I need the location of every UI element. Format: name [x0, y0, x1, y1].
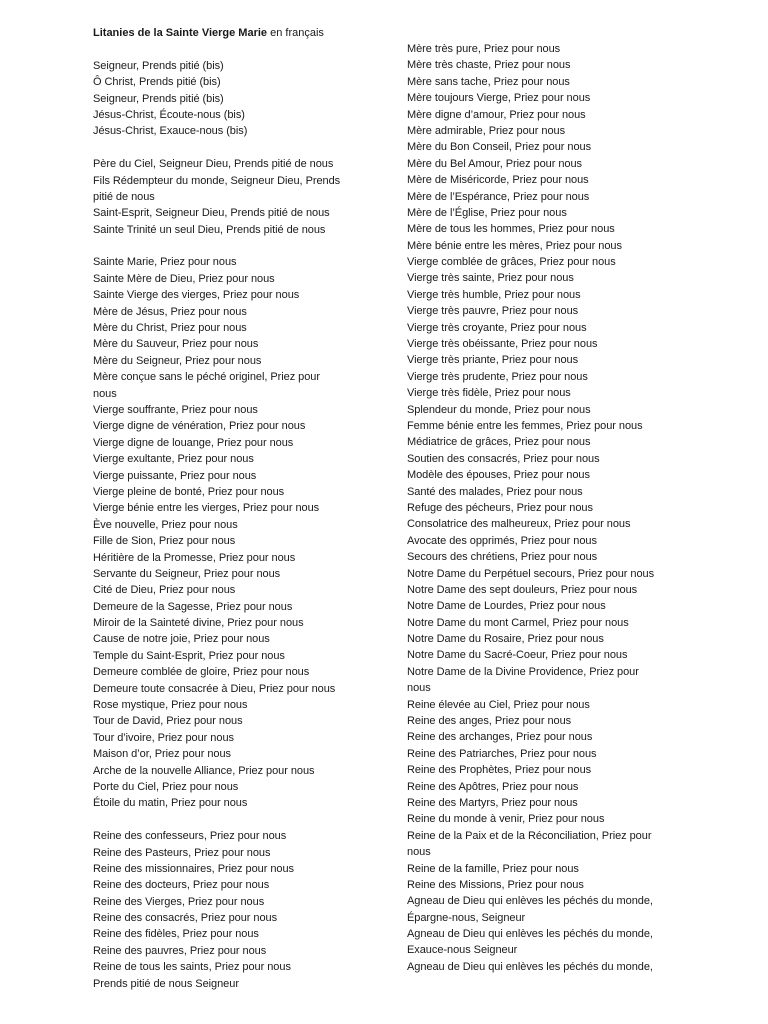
litany-line: Mère très pure, Priez pour nous [407, 43, 561, 55]
litany-line: Sainte Marie, Priez pour nous [93, 256, 237, 269]
litany-line: Demeure comblée de gloire, Priez pour nous [93, 666, 310, 679]
litany-line: Mère de Miséricorde, Priez pour nous [407, 174, 589, 187]
litany-line: Notre Dame de la Divine Providence, Priez pour [407, 665, 639, 678]
litany-line: Reine de la Paix et de la Réconciliation, Priez pour [407, 829, 652, 842]
litany-line: Mère de Jésus, Priez pour nous [93, 305, 247, 318]
litany-line: Notre Dame du Perpétuel secours, Priez pour nous [407, 567, 655, 580]
litany-line: Mère du Seigneur, Priez pour nous [93, 354, 262, 367]
litany-line: Mère toujours Vierge, Priez pour nous [407, 92, 591, 105]
litany-line: Temple du Saint-Esprit, Priez pour nous [93, 649, 285, 662]
litany-line: Mère du Bel Amour, Priez pour nous [407, 157, 583, 170]
litany-line: Reine de tous les saints, Priez pour nous [93, 961, 291, 974]
litany-line: nous [407, 846, 431, 859]
blank-line [93, 812, 393, 828]
litany-line: Notre Dame des sept douleurs, Priez pour nous [407, 583, 638, 596]
litany-line: Reine des Prophètes, Priez pour nous [407, 764, 592, 777]
right-column [407, 41, 707, 975]
litany-line: Vierge très obéissante, Priez pour nous [407, 338, 598, 351]
litany-line: Fille de Sion, Priez pour nous [93, 535, 236, 548]
litany-line: Notre Dame du Sacré-Coeur, Priez pour nous [407, 649, 628, 662]
litany-line: Vierge digne de louange, Priez pour nous [93, 436, 294, 449]
litany-line: Maison d’or, Priez pour nous [93, 748, 232, 761]
litany-line: Vierge souffrante, Priez pour nous [93, 403, 258, 416]
litany-line: Mère du Sauveur, Priez pour nous [93, 338, 259, 351]
litany-line: Vierge très sainte, Priez pour nous [407, 272, 574, 285]
litany-line: Consolatrice des malheureux, Priez pour nous [407, 518, 631, 531]
litany-line: Femme bénie entre les femmes, Priez pour nous [407, 419, 643, 432]
litany-line: Reine des archanges, Priez pour nous [407, 731, 593, 744]
litany-line: Mère du Christ, Priez pour nous [93, 322, 247, 335]
litany-line: Père du Ciel, Seigneur Dieu, Prends pitié de nous [93, 158, 334, 171]
litany-line: Mère admirable, Priez pour nous [407, 124, 566, 137]
litany-line: Mère de l’Église, Priez pour nous [407, 206, 567, 219]
litany-line: Vierge pleine de bonté, Priez pour nous [93, 485, 285, 498]
litany-line: pitié de nous [93, 190, 155, 203]
litany-line: Vierge comblée de grâces, Priez pour nous [407, 256, 616, 269]
litany-line: Ève nouvelle, Priez pour nous [93, 518, 238, 531]
litany-line: Soutien des consacrés, Priez pour nous [407, 452, 600, 465]
litany-line: Vierge très prudente, Priez pour nous [407, 370, 588, 383]
litany-line: Servante du Seigneur, Priez pour nous [93, 567, 281, 580]
litany-line: Secours des chrétiens, Priez pour nous [407, 551, 598, 564]
blank-line [93, 41, 393, 57]
litany-line: Mère très chaste, Priez pour nous [407, 59, 571, 72]
litany-line: Reine des pauvres, Priez pour nous [93, 944, 267, 957]
litany-line: Mère conçue sans le péché originel, Priez pour [93, 371, 320, 384]
litany-line: Reine des anges, Priez pour nous [407, 715, 572, 728]
litany-line: Vierge très priante, Priez pour nous [407, 354, 579, 367]
litany-line: Demeure de la Sagesse, Priez pour nous [93, 600, 293, 613]
litany-line: Reine des consacrés, Priez pour nous [93, 912, 278, 925]
litany-line: Notre Dame du mont Carmel, Priez pour nous [407, 616, 629, 629]
litany-line: Agneau de Dieu qui enlèves les péchés du monde, [407, 895, 653, 908]
litany-line: nous [407, 682, 431, 695]
litany-line: Demeure toute consacrée à Dieu, Priez pour nous [93, 682, 336, 695]
litany-line: Cause de notre joie, Priez pour nous [93, 633, 270, 646]
litany-line: Santé des malades, Priez pour nous [407, 485, 583, 498]
litany-line: Vierge très pauvre, Priez pour nous [407, 305, 579, 318]
litany-line: Tour d’ivoire, Priez pour nous [93, 731, 234, 744]
left-column [93, 25, 393, 992]
litany-line: Reine des missionnaires, Priez pour nous [93, 862, 294, 875]
litany-line: Épargne-nous, Seigneur [407, 911, 526, 924]
litany-line: Modèle des épouses, Priez pour nous [407, 469, 590, 482]
litany-line: Refuge des pécheurs, Priez pour nous [407, 501, 593, 514]
document-title-suffix: en français [267, 27, 324, 39]
litany-line: Vierge puissante, Priez pour nous [93, 469, 257, 482]
litany-line: Jésus-Christ, Écoute-nous (bis) [93, 108, 245, 121]
litany-line: Reine des Patriarches, Priez pour nous [407, 747, 597, 760]
blank-line [93, 140, 393, 156]
document-title [93, 25, 393, 41]
litany-line: Notre Dame de Lourdes, Priez pour nous [407, 600, 606, 613]
litany-line: Reine des fidèles, Priez pour nous [93, 928, 259, 941]
blank-line [93, 238, 393, 254]
litany-line: Étoile du matin, Priez pour nous [93, 797, 248, 810]
litany-line: Médiatrice de grâces, Priez pour nous [407, 436, 591, 449]
litany-line: Fils Rédempteur du monde, Seigneur Dieu, Prends [93, 174, 341, 187]
litany-line: Mère bénie entre les mères, Priez pour nous [407, 239, 622, 252]
litany-line: Avocate des opprimés, Priez pour nous [407, 534, 597, 547]
litany-line: Reine des docteurs, Priez pour nous [93, 879, 270, 892]
litany-line: Mère du Bon Conseil, Priez pour nous [407, 141, 592, 154]
litany-line: Sainte Mère de Dieu, Priez pour nous [93, 272, 275, 285]
litany-line: Mère digne d’amour, Priez pour nous [407, 108, 586, 121]
litany-line: Reine des Martyrs, Priez pour nous [407, 796, 578, 809]
litany-line: Seigneur, Prends pitié (bis) [93, 59, 224, 72]
litany-line: Saint-Esprit, Seigneur Dieu, Prends pitié de nous [93, 207, 330, 220]
litany-line: Rose mystique, Priez pour nous [93, 699, 248, 712]
litany-line: Miroir de la Sainteté divine, Priez pour nous [93, 617, 304, 630]
litany-line: Reine élevée au Ciel, Priez pour nous [407, 698, 590, 711]
litany-line: Vierge très croyante, Priez pour nous [407, 321, 587, 334]
litany-line: Reine des confesseurs, Priez pour nous [93, 830, 287, 843]
litany-line: Vierge bénie entre les vierges, Priez pour nous [93, 502, 320, 515]
litany-line: Vierge très fidèle, Priez pour nous [407, 387, 571, 400]
litany-line: nous [93, 387, 117, 400]
litany-line: Reine du monde à venir, Priez pour nous [407, 813, 605, 826]
litany-line: Arche de la nouvelle Alliance, Priez pour nous [93, 764, 315, 777]
litany-line: Ô Christ, Prends pitié (bis) [93, 76, 221, 89]
litany-line: Reine des Apôtres, Priez pour nous [407, 780, 579, 793]
litany-line: Notre Dame du Rosaire, Priez pour nous [407, 633, 604, 646]
litany-line: Agneau de Dieu qui enlèves les péchés du monde, [407, 928, 653, 941]
litany-line: Seigneur, Prends pitié (bis) [93, 92, 224, 105]
litany-line: Jésus-Christ, Exauce-nous (bis) [93, 125, 248, 138]
document-title-bold: Litanies de la Sainte Vierge Marie [93, 27, 268, 39]
litany-line: Vierge exultante, Priez pour nous [93, 453, 254, 466]
litany-line: Vierge digne de vénération, Priez pour nous [93, 420, 306, 433]
litany-line: Mère sans tache, Priez pour nous [407, 75, 570, 88]
litany-line: Porte du Ciel, Priez pour nous [93, 780, 239, 793]
litany-line: Vierge très humble, Priez pour nous [407, 288, 581, 301]
litany-line: Agneau de Dieu qui enlèves les péchés du monde, [407, 960, 653, 973]
litany-line: Reine des Missions, Priez pour nous [407, 878, 584, 891]
litany-line: Exauce-nous Seigneur [407, 944, 518, 957]
litany-line: Mère de l’Espérance, Priez pour nous [407, 190, 590, 203]
litany-line: Reine des Vierges, Priez pour nous [93, 895, 265, 908]
litany-line: Héritière de la Promesse, Priez pour nous [93, 551, 296, 564]
litany-line: Reine de la famille, Priez pour nous [407, 862, 579, 875]
litany-line: Cité de Dieu, Priez pour nous [93, 584, 236, 597]
litany-line: Splendeur du monde, Priez pour nous [407, 403, 591, 416]
litany-line: Reine des Pasteurs, Priez pour nous [93, 846, 271, 859]
litany-line: Sainte Vierge des vierges, Priez pour nous [93, 289, 300, 302]
litany-line: Sainte Trinité un seul Dieu, Prends pitié de nous [93, 223, 326, 236]
litany-line: Prends pitié de nous Seigneur [93, 977, 239, 990]
litany-line: Tour de David, Priez pour nous [93, 715, 243, 728]
litany-line: Mère de tous les hommes, Priez pour nous [407, 223, 615, 236]
